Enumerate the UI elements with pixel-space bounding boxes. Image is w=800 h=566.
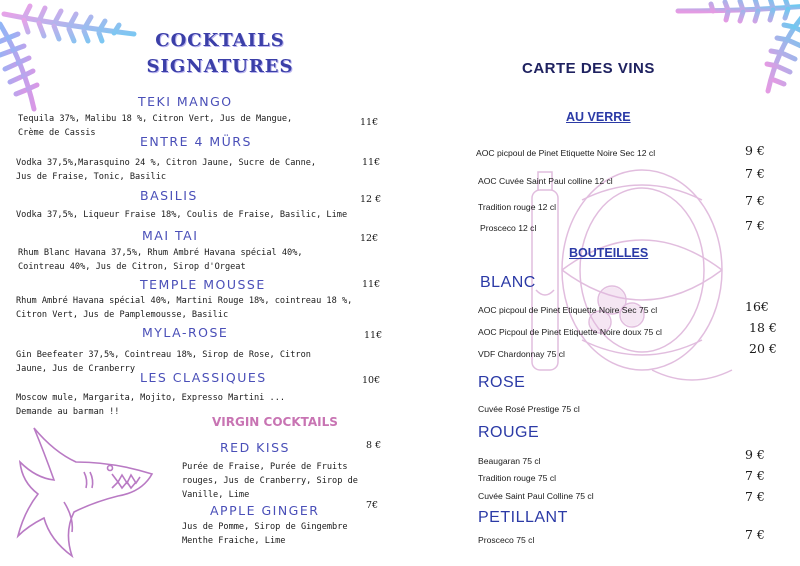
cocktail-desc-line: Jus de Fraise, Tonic, Basilic: [16, 172, 167, 182]
cocktails-title-line2: SIGNATURES: [146, 56, 294, 77]
cocktail-description: [16, 294, 352, 322]
cocktail-description: [18, 246, 303, 274]
cocktail-description: [16, 208, 347, 222]
cocktail-desc-line: Moscow mule, Margarita, Mojito, Expresso Martini ...: [16, 393, 286, 403]
wine-price: 7 €: [745, 527, 765, 542]
cocktail-price: 7€: [366, 500, 379, 511]
cocktail-price: 11€: [362, 279, 381, 290]
cocktail-price: 10€: [362, 375, 381, 386]
cocktail-desc-line: Citron Vert, Jus de Pamplemousse, Basilic: [16, 310, 229, 320]
bouteilles-heading: BOUTEILLES: [569, 246, 649, 260]
cocktail-name: MAI TAI: [142, 228, 199, 243]
wine-item: AOC Picpoul de Pinet Etiquette Noire doux 75 cl: [478, 327, 662, 337]
cocktail-name: ENTRE 4 MÜRS: [140, 134, 252, 149]
cocktail-desc-line: Purée de Fraise, Purée de Fruits: [182, 462, 348, 472]
wine-item: Tradition rouge 75 cl: [478, 473, 557, 483]
cocktail-description: [16, 156, 316, 184]
cocktail-desc-line: Crème de Cassis: [18, 128, 96, 138]
wine-item: AOC picpoul de Pinet Etiquette Noire Sec 12 cl: [476, 148, 656, 158]
cocktail-name: APPLE GINGER: [210, 503, 320, 518]
palm-leaves-icon: [668, 0, 800, 96]
cocktail-desc-line: Vodka 37,5%,Marasquino 24 %, Citron Jaune, Sucre de Canne,: [16, 158, 317, 168]
cocktail-price: 8 €: [366, 440, 382, 451]
cocktail-price: 11€: [364, 330, 383, 341]
wine-price: 9 €: [745, 143, 765, 158]
wine-price: 7 €: [745, 193, 765, 208]
wine-item: Beaugaran 75 cl: [478, 456, 541, 466]
rouge-heading: ROUGE: [478, 424, 540, 441]
shark-illustration: [14, 422, 164, 558]
cocktail-name: LES CLASSIQUES: [140, 370, 267, 385]
wine-price: 9 €: [745, 447, 765, 462]
wine-item: Cuvée Rosé Prestige 75 cl: [478, 404, 580, 414]
wine-price: 7 €: [745, 468, 765, 483]
rose-heading: ROSE: [478, 374, 526, 391]
wine-price: 16€: [745, 299, 769, 314]
cocktail-desc-line: Vanille, Lime: [182, 490, 250, 500]
palm-leaves-icon: [0, 0, 144, 114]
cocktail-name: TEMPLE MOUSSE: [140, 277, 266, 292]
cocktail-desc-line: Cointreau 40%, Jus de Citron, Sirop d'Orgeat: [18, 262, 246, 272]
cocktails-title-line1: COCKTAILS: [155, 30, 285, 51]
cocktail-description: [182, 460, 358, 502]
wine-item: AOC Cuvée Saint Paul colline 12 cl: [478, 176, 613, 186]
cocktail-description: [182, 520, 348, 548]
cocktail-desc-line: Jus de Pomme, Sirop de Gingembre: [182, 522, 348, 532]
wine-item: VDF Chardonnay 75 cl: [478, 349, 565, 359]
cocktail-name: TEKI MANGO: [138, 94, 233, 109]
wine-item: Prosceco 12 cl: [480, 223, 537, 233]
wine-price: 18 €: [749, 320, 777, 335]
wine-list-heading: CARTE DES VINS: [522, 60, 655, 77]
cocktail-price: 11€: [360, 117, 379, 128]
wine-price: 7 €: [745, 218, 765, 233]
au-verre-heading: AU VERRE: [566, 110, 631, 124]
cocktail-price: 12€: [360, 233, 379, 244]
blanc-heading: BLANC: [480, 274, 536, 291]
cocktail-name: BASILIS: [140, 188, 198, 203]
cocktail-desc-line: Tequila 37%, Malibu 18 %, Citron Vert, Jus de Mangue,: [18, 114, 293, 124]
cocktail-desc-line: Rhum Ambré Havana spécial 40%, Martini Rouge 18%, cointreau 18 %,: [16, 296, 353, 306]
wine-item: Prosceco 75 cl: [478, 535, 535, 545]
wine-item: Cuvée Saint Paul Colline 75 cl: [478, 491, 594, 501]
cocktail-desc-line: rouges, Jus de Cranberry, Sirop de: [182, 476, 358, 486]
cocktail-desc-line: Rhum Blanc Havana 37,5%, Rhum Ambré Havana spécial 40%,: [18, 248, 303, 258]
cocktail-price: 12 €: [360, 194, 382, 205]
cocktail-desc-line: Menthe Fraiche, Lime: [182, 536, 286, 546]
cocktail-desc-line: Gin Beefeater 37,5%, Cointreau 18%, Sirop de Rose, Citron: [16, 350, 311, 360]
wine-price: 7 €: [745, 489, 765, 504]
cocktail-price: 11€: [362, 157, 381, 168]
cocktails-heading: [140, 28, 300, 80]
wine-price: 20 €: [749, 341, 777, 356]
wine-item: AOC picpoul de Pinet Etiquette Noire Sec 75 cl: [478, 305, 658, 315]
cocktail-desc-line: Demande au barman !!: [16, 407, 120, 417]
virgin-cocktails-heading: VIRGIN COCKTAILS: [212, 415, 338, 429]
petillant-heading: PETILLANT: [478, 509, 568, 526]
cocktail-name: MYLA-ROSE: [142, 325, 229, 340]
wine-price: 7 €: [745, 166, 765, 181]
cocktail-desc-line: Jaune, Jus de Cranberry: [16, 364, 135, 374]
wine-item: Tradition rouge 12 cl: [478, 202, 557, 212]
cocktail-name: RED KISS: [220, 440, 290, 455]
cocktail-desc-line: Vodka 37,5%, Liqueur Fraise 18%, Coulis de Fraise, Basilic, Lime: [16, 210, 348, 220]
